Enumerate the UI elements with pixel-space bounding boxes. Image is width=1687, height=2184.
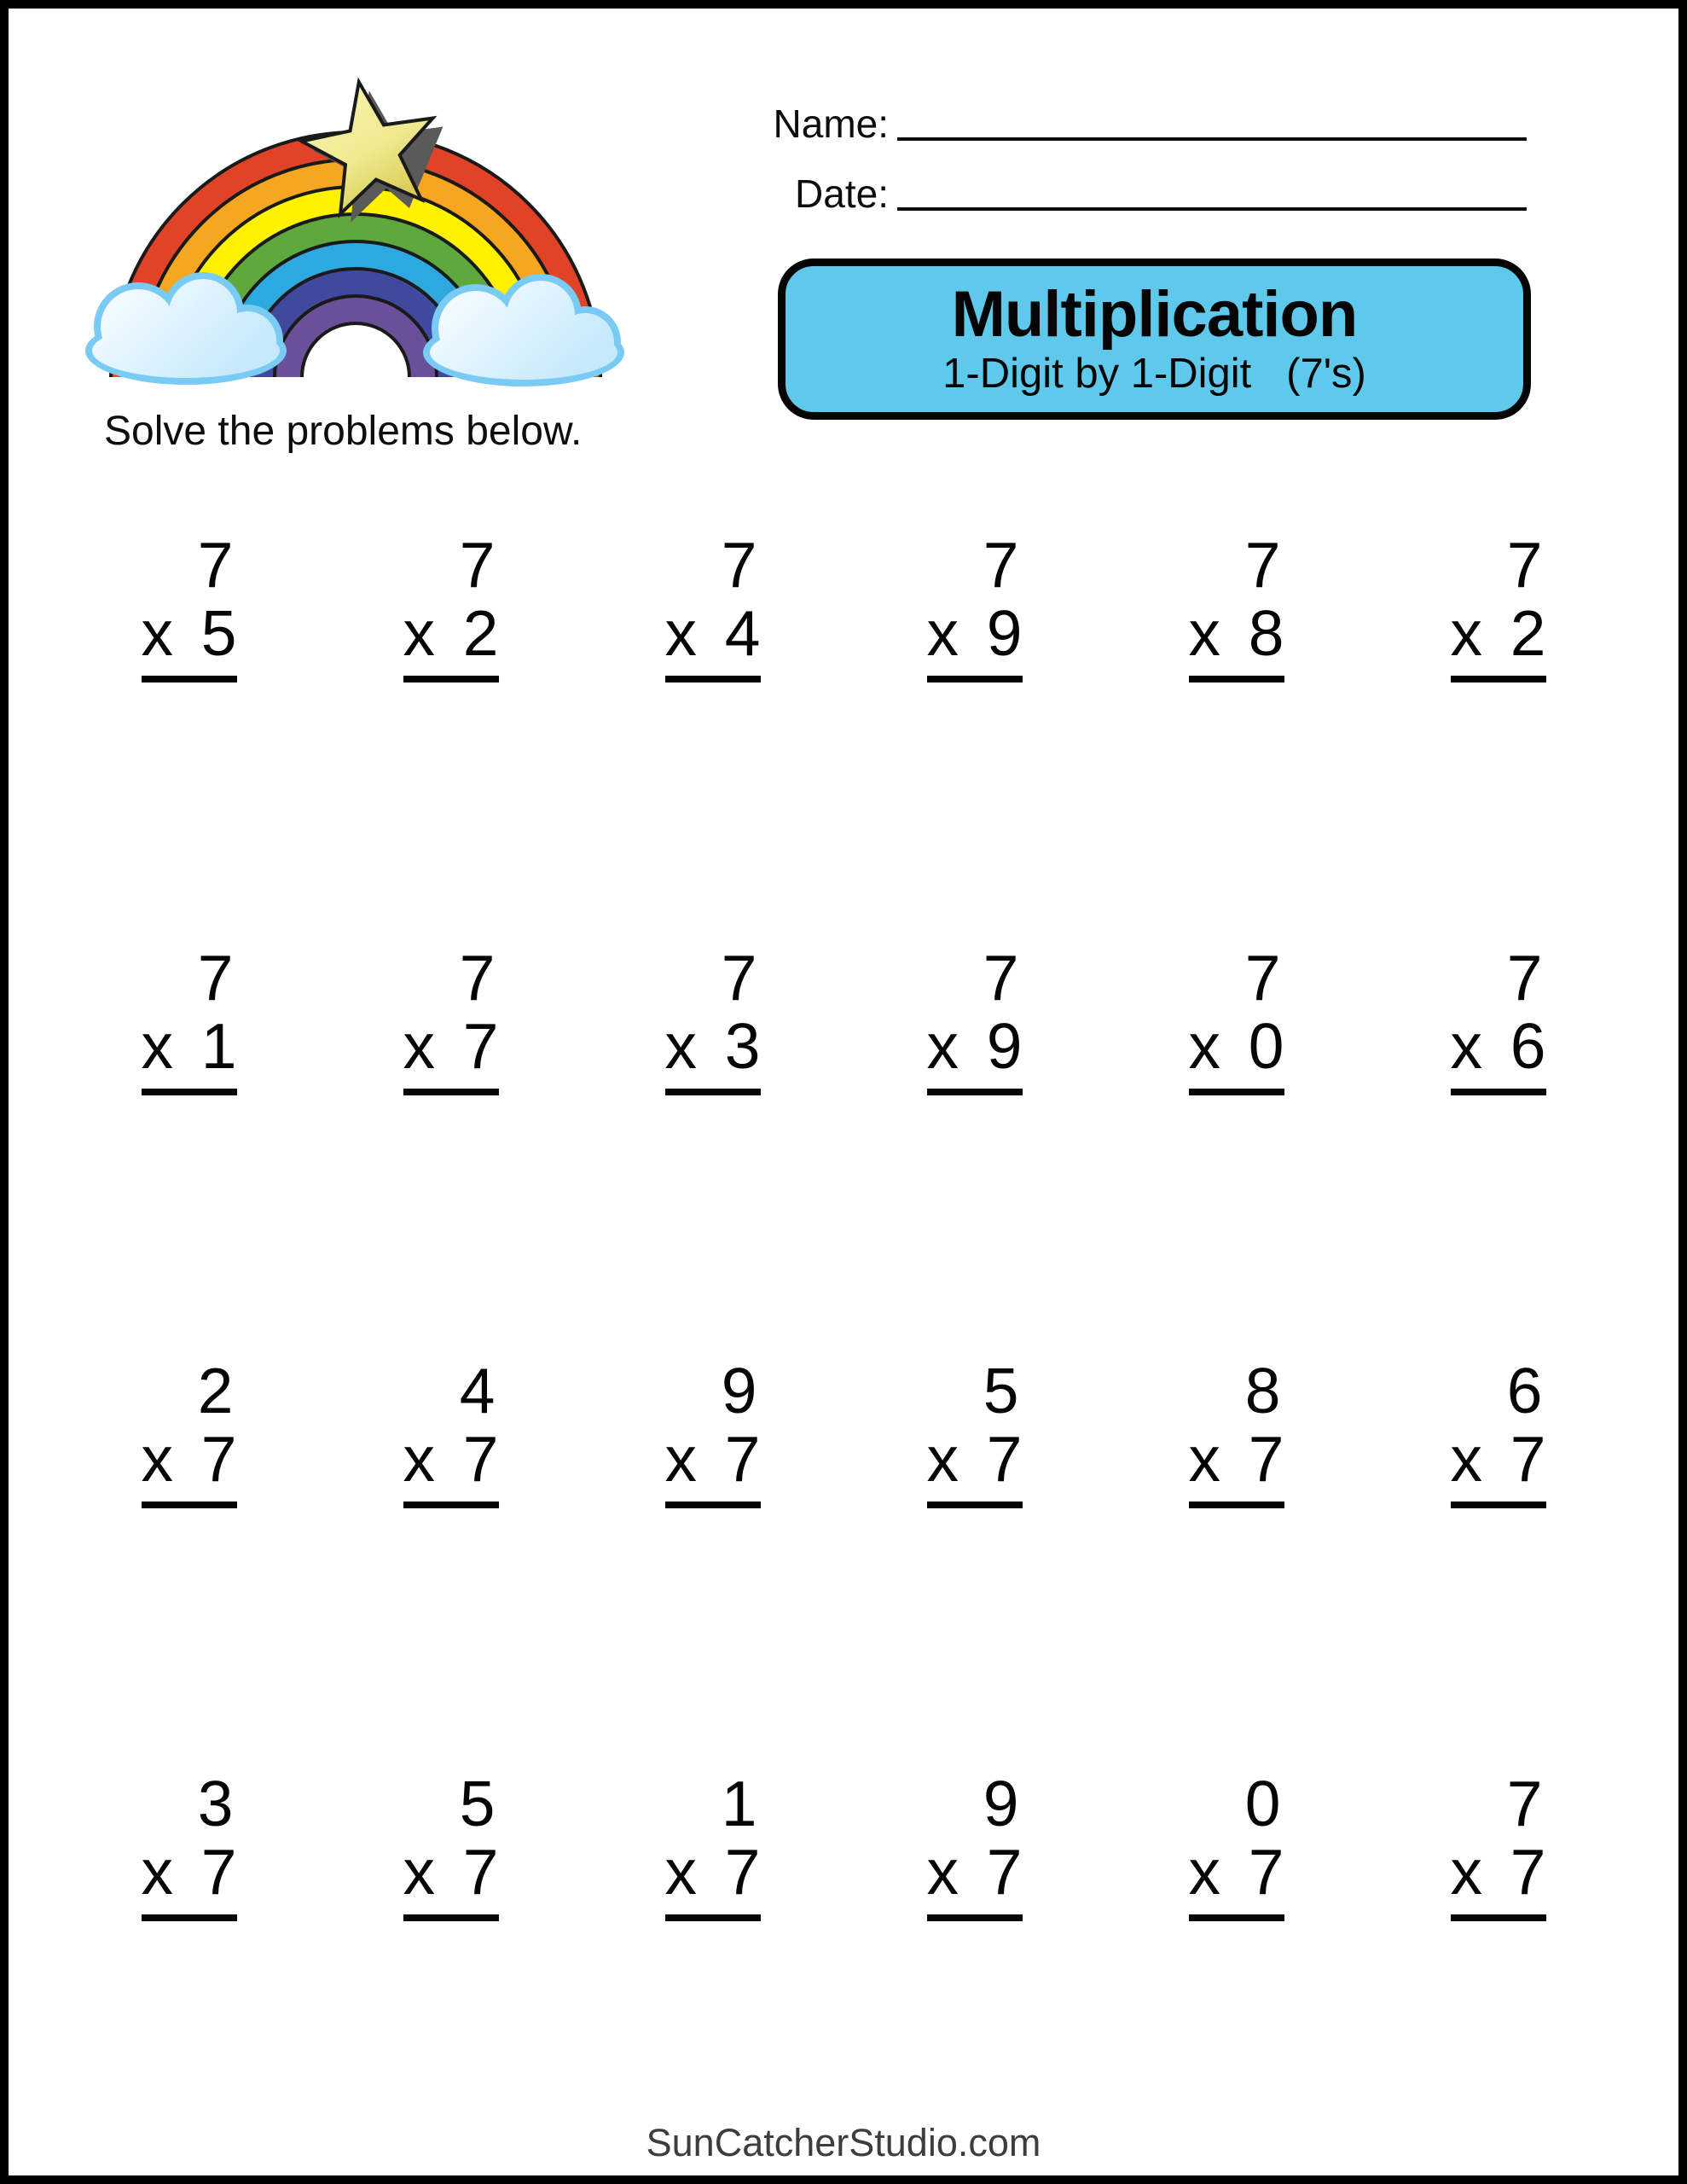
problem xyxy=(1189,923,1284,1095)
multiply-operator: x xyxy=(1188,597,1220,669)
problem-cell xyxy=(403,510,499,923)
multiplier: 2 xyxy=(462,597,499,669)
multiplier: 7 xyxy=(1248,1423,1284,1495)
answer-space[interactable] xyxy=(665,682,761,785)
multiplicand: 2 xyxy=(197,1355,234,1426)
multiply-operator: x xyxy=(141,1836,173,1908)
multiply-operator: x xyxy=(1450,597,1482,669)
problem-cell xyxy=(1189,1749,1284,2162)
multiplier: 7 xyxy=(1248,1836,1284,1908)
problem-cell xyxy=(665,510,761,923)
multiplier: 7 xyxy=(724,1836,761,1908)
problem xyxy=(403,1336,499,1508)
answer-space[interactable] xyxy=(142,682,237,785)
multiplier: 3 xyxy=(724,1010,761,1082)
problem-cell xyxy=(927,510,1023,923)
multiply-operator: x xyxy=(926,1423,959,1495)
date-label: Date: xyxy=(795,171,889,216)
problem-bottom-row xyxy=(927,599,1023,667)
problem-cell xyxy=(665,1336,761,1749)
multiply-operator: x xyxy=(664,1423,697,1495)
problem xyxy=(142,923,237,1095)
problem-cell xyxy=(403,1336,499,1749)
answer-space[interactable] xyxy=(1189,1508,1284,1611)
problem-bottom-row xyxy=(1189,599,1284,667)
problem-bottom-row xyxy=(1451,599,1546,667)
multiplicand: 7 xyxy=(1506,1768,1543,1839)
problem-cell xyxy=(1189,510,1284,923)
multiplicand: 7 xyxy=(459,529,496,601)
problem-bottom-row xyxy=(1451,1012,1546,1080)
answer-space[interactable] xyxy=(1451,1508,1546,1611)
date-field-row xyxy=(769,171,1527,217)
answer-space[interactable] xyxy=(665,1508,761,1611)
multiplicand: 7 xyxy=(1244,529,1281,601)
problem xyxy=(142,510,237,682)
multiplier: 7 xyxy=(462,1423,499,1495)
problem-bottom-row xyxy=(665,1012,761,1080)
multiplicand: 0 xyxy=(1244,1768,1281,1839)
problem-bottom-row xyxy=(927,1838,1023,1906)
multiply-operator: x xyxy=(403,1423,435,1495)
problem-cell xyxy=(403,923,499,1336)
answer-space[interactable] xyxy=(927,682,1023,785)
problem xyxy=(1189,510,1284,682)
multiplicand: 4 xyxy=(459,1355,496,1426)
problem-cell xyxy=(142,1749,237,2162)
problem-bottom-row xyxy=(403,1425,499,1493)
multiplier: 7 xyxy=(724,1423,761,1495)
answer-space[interactable] xyxy=(1189,682,1284,785)
problem xyxy=(142,1749,237,1921)
answer-space[interactable] xyxy=(1451,1921,1546,2024)
rainbow-clipart xyxy=(77,70,657,411)
multiplier: 9 xyxy=(986,597,1023,669)
multiplicand: 7 xyxy=(1244,942,1281,1014)
problem xyxy=(927,923,1023,1095)
answer-space[interactable] xyxy=(403,682,499,785)
answer-space[interactable] xyxy=(1189,1095,1284,1198)
problem-bottom-row xyxy=(142,1425,237,1493)
problem xyxy=(665,1749,761,1921)
problem-bottom-row xyxy=(927,1012,1023,1080)
problem-bottom-row xyxy=(142,1012,237,1080)
multiplicand: 9 xyxy=(721,1355,757,1426)
problem-bottom-row xyxy=(665,1425,761,1493)
multiplier: 6 xyxy=(1510,1010,1546,1082)
multiplier: 7 xyxy=(1510,1423,1546,1495)
name-line[interactable] xyxy=(897,137,1527,141)
multiplicand: 7 xyxy=(197,942,234,1014)
problems-grid xyxy=(58,510,1629,2162)
problem xyxy=(403,510,499,682)
multiply-operator: x xyxy=(1450,1010,1482,1082)
problem-bottom-row xyxy=(1189,1838,1284,1906)
problem xyxy=(927,1336,1023,1508)
worksheet-title-box xyxy=(778,258,1531,420)
cloud-icon-right xyxy=(423,274,624,386)
multiplicand: 7 xyxy=(197,529,234,601)
multiplier: 7 xyxy=(462,1010,499,1082)
problem-cell xyxy=(142,510,237,923)
multiply-operator: x xyxy=(403,1010,435,1082)
problem xyxy=(665,923,761,1095)
problem-cell xyxy=(1451,1749,1546,2162)
multiply-operator: x xyxy=(141,597,173,669)
problem xyxy=(1451,1749,1546,1921)
multiplier: 1 xyxy=(200,1010,237,1082)
multiply-operator: x xyxy=(926,1836,959,1908)
multiplicand: 7 xyxy=(1506,529,1543,601)
problem-cell xyxy=(927,923,1023,1336)
problem-bottom-row xyxy=(403,599,499,667)
multiply-operator: x xyxy=(664,1836,697,1908)
problem-bottom-row xyxy=(665,1838,761,1906)
footer-site-text: SunCatcherStudio.com xyxy=(646,2121,1041,2164)
multiply-operator: x xyxy=(1188,1836,1220,1908)
multiplier: 7 xyxy=(462,1836,499,1908)
multiplier: 7 xyxy=(1510,1836,1546,1908)
problem-bottom-row xyxy=(1451,1838,1546,1906)
answer-space[interactable] xyxy=(403,1508,499,1611)
problem xyxy=(1451,510,1546,682)
multiplier: 7 xyxy=(986,1423,1023,1495)
problem-cell xyxy=(1189,923,1284,1336)
answer-space[interactable] xyxy=(142,1095,237,1198)
problem xyxy=(1189,1749,1284,1921)
multiply-operator: x xyxy=(1450,1423,1482,1495)
multiply-operator: x xyxy=(141,1010,173,1082)
problem-bottom-row xyxy=(142,1838,237,1906)
instruction-text: Solve the problems below. xyxy=(104,409,583,454)
multiplicand: 9 xyxy=(983,1768,1019,1839)
multiply-operator: x xyxy=(403,1836,435,1908)
multiplicand: 7 xyxy=(1506,942,1543,1014)
problem-cell xyxy=(1189,1336,1284,1749)
problem xyxy=(1451,923,1546,1095)
problem-cell xyxy=(1451,1336,1546,1749)
problem xyxy=(665,1336,761,1508)
problem-cell xyxy=(142,923,237,1336)
multiplier: 8 xyxy=(1248,597,1284,669)
multiply-operator: x xyxy=(664,1010,697,1082)
problem xyxy=(1451,1336,1546,1508)
problem-cell xyxy=(403,1749,499,2162)
problem-bottom-row xyxy=(142,599,237,667)
multiply-operator: x xyxy=(926,597,959,669)
multiply-operator: x xyxy=(1188,1010,1220,1082)
rainbow-svg xyxy=(77,70,657,411)
problem xyxy=(665,510,761,682)
multiplicand: 3 xyxy=(197,1768,234,1839)
worksheet-subtitle: 1-Digit by 1-Digit (7's) xyxy=(942,350,1366,397)
problem xyxy=(142,1336,237,1508)
multiplier: 7 xyxy=(200,1836,237,1908)
problem-bottom-row xyxy=(927,1425,1023,1493)
multiplicand: 8 xyxy=(1244,1355,1281,1426)
multiplicand: 7 xyxy=(721,529,757,601)
multiply-operator: x xyxy=(1188,1423,1220,1495)
multiplicand: 7 xyxy=(983,942,1019,1014)
answer-space[interactable] xyxy=(403,1921,499,2024)
problem xyxy=(403,923,499,1095)
answer-space[interactable] xyxy=(142,1921,237,2024)
problem xyxy=(1189,1336,1284,1508)
problem-cell xyxy=(1451,510,1546,923)
multiply-operator: x xyxy=(1450,1836,1482,1908)
multiplier: 7 xyxy=(200,1423,237,1495)
answer-space[interactable] xyxy=(1189,1921,1284,2024)
multiplier: 0 xyxy=(1248,1010,1284,1082)
answer-space[interactable] xyxy=(403,1095,499,1198)
problem-cell xyxy=(665,923,761,1336)
problem-bottom-row xyxy=(1189,1012,1284,1080)
multiplier: 2 xyxy=(1510,597,1546,669)
problem-cell xyxy=(927,1336,1023,1749)
problem xyxy=(927,510,1023,682)
answer-space[interactable] xyxy=(927,1921,1023,2024)
multiplier: 5 xyxy=(200,597,237,669)
multiply-operator: x xyxy=(926,1010,959,1082)
answer-space[interactable] xyxy=(665,1095,761,1198)
name-label: Name: xyxy=(773,102,889,146)
multiplicand: 6 xyxy=(1506,1355,1543,1426)
multiplier: 7 xyxy=(986,1836,1023,1908)
problem-bottom-row xyxy=(1189,1425,1284,1493)
name-field-row xyxy=(769,101,1527,147)
answer-space[interactable] xyxy=(665,1921,761,2024)
worksheet-title: Multiplication xyxy=(951,277,1358,351)
multiply-operator: x xyxy=(141,1423,173,1495)
answer-space[interactable] xyxy=(1451,682,1546,785)
date-line[interactable] xyxy=(897,207,1527,211)
multiplier: 9 xyxy=(986,1010,1023,1082)
multiplicand: 7 xyxy=(459,942,496,1014)
multiply-operator: x xyxy=(664,597,697,669)
multiplicand: 1 xyxy=(721,1768,757,1839)
multiply-operator: x xyxy=(403,597,435,669)
problem-cell xyxy=(1451,923,1546,1336)
multiplicand: 7 xyxy=(721,942,757,1014)
multiplicand: 5 xyxy=(459,1768,496,1839)
problem-bottom-row xyxy=(1451,1425,1546,1493)
answer-space[interactable] xyxy=(927,1508,1023,1611)
multiplier: 4 xyxy=(724,597,761,669)
answer-space[interactable] xyxy=(927,1095,1023,1198)
answer-space[interactable] xyxy=(1451,1095,1546,1198)
problem-cell xyxy=(927,1749,1023,2162)
problem-cell xyxy=(665,1749,761,2162)
multiplicand: 7 xyxy=(983,529,1019,601)
problem xyxy=(927,1749,1023,1921)
problem-cell xyxy=(142,1336,237,1749)
problem xyxy=(403,1749,499,1921)
problem-bottom-row xyxy=(665,599,761,667)
multiplicand: 5 xyxy=(983,1355,1019,1426)
problem-bottom-row xyxy=(403,1012,499,1080)
problem-bottom-row xyxy=(403,1838,499,1906)
answer-space[interactable] xyxy=(142,1508,237,1611)
